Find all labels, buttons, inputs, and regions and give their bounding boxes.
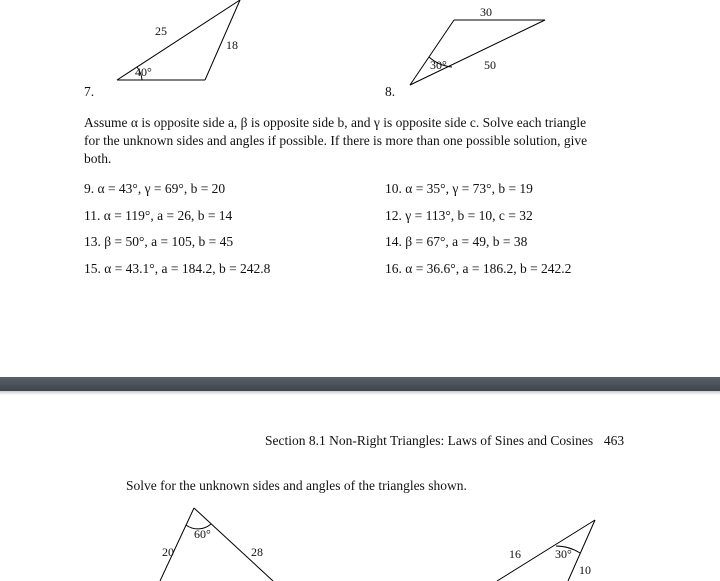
problem-8-number: 8. [385, 84, 396, 99]
problem-9 [84, 181, 225, 197]
problem-13 [84, 234, 233, 250]
page2-instructions: Solve for the unknown sides and angles of the triangles shown. [126, 478, 467, 493]
problem-number: 13. [84, 234, 101, 249]
figure-a-side-right: 28 [251, 545, 263, 559]
figure-7-side-left: 25 [155, 24, 167, 38]
problem-14 [385, 234, 527, 250]
problem-text: α = 43°, γ = 69°, b = 20 [97, 181, 226, 196]
figure-7-side-right: 18 [226, 38, 238, 52]
problem-text: γ = 113°, b = 10, c = 32 [405, 208, 533, 223]
problem-11 [84, 208, 232, 224]
problem-number: 12. [385, 208, 402, 223]
figure-8-angle: 30° [430, 58, 447, 72]
page-separator [0, 377, 720, 391]
figure-b-side-left: 16 [509, 547, 521, 561]
problem-number: 15. [84, 261, 101, 276]
problem-15 [84, 261, 270, 277]
problem-10 [385, 181, 533, 197]
problem-text: β = 50°, a = 105, b = 45 [104, 234, 234, 249]
page-header [265, 433, 624, 449]
problem-number: 16. [385, 261, 402, 276]
problem-text: α = 43.1°, a = 184.2, b = 242.8 [104, 261, 271, 276]
figure-b-angle: 30° [555, 547, 572, 561]
figure-8-triangle [410, 20, 545, 85]
problem-number: 9. [84, 181, 95, 196]
problem-text: α = 35°, γ = 73°, b = 19 [405, 181, 533, 196]
problem-16 [385, 261, 571, 277]
problem-7-number: 7. [84, 84, 95, 99]
section-title: Section 8.1 Non-Right Triangles: Laws of Sines and Cosines [265, 433, 594, 448]
problem-text: α = 119°, a = 26, b = 14 [103, 208, 233, 223]
problem-text: α = 36.6°, a = 186.2, b = 242.2 [405, 261, 572, 276]
problem-text: β = 67°, a = 49, b = 38 [405, 234, 528, 249]
problem-number: 14. [385, 234, 402, 249]
figure-7-angle: 40° [135, 65, 152, 79]
page-separator-shadow [0, 391, 720, 395]
instructions-paragraph: Assume α is opposite side a, β is opposite side b, and γ is opposite side c. Solve each triangle for the unknown sides and angles if possible. If there is more than one possible solution, give both. [84, 115, 588, 166]
figure-b-side-right: 10 [579, 563, 591, 577]
figure-a-side-left: 20 [162, 545, 174, 559]
figure-a-angle: 60° [194, 527, 211, 541]
page-number: 463 [603, 433, 625, 448]
problem-number: 11. [84, 208, 101, 223]
figure-8-side-right: 50 [484, 58, 496, 72]
problem-12 [385, 208, 533, 224]
problem-number: 10. [385, 181, 402, 196]
figure-8-side-top: 30 [480, 5, 492, 19]
